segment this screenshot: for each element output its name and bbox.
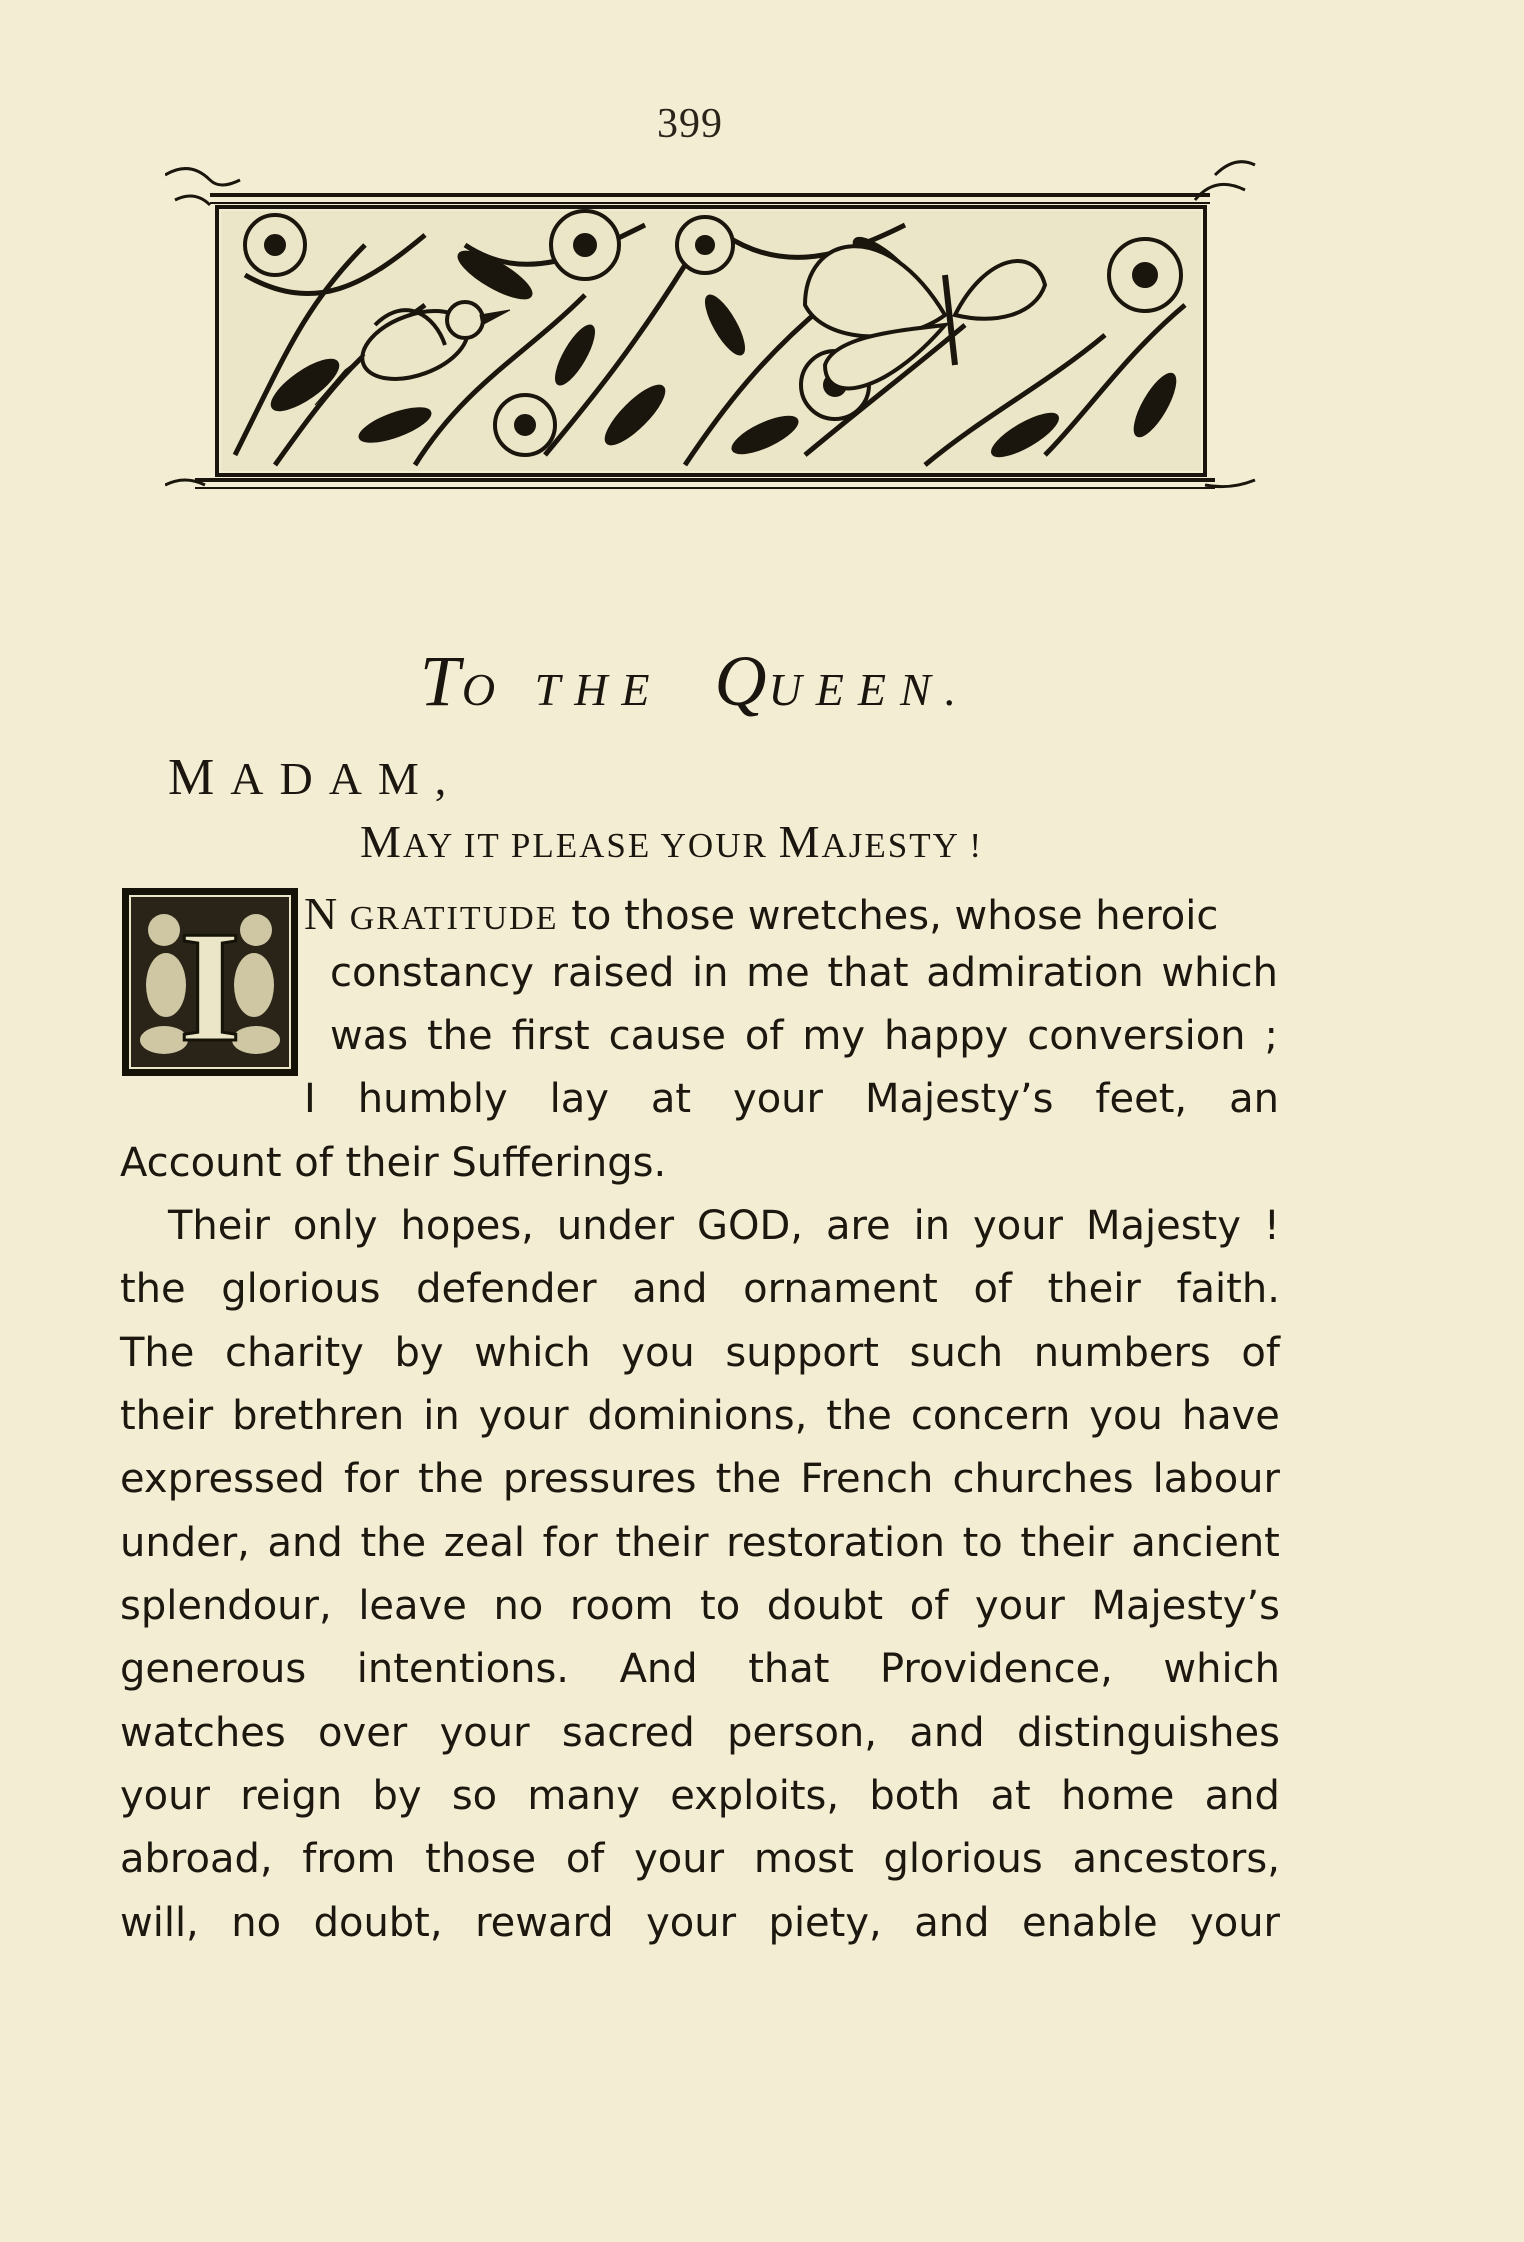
word: by	[372, 1773, 422, 1819]
word: your	[634, 1836, 725, 1882]
word: abroad,	[120, 1836, 273, 1882]
word: expressed	[120, 1456, 325, 1502]
word: both	[869, 1773, 961, 1819]
word: and	[914, 1900, 990, 1946]
word: sacred	[561, 1710, 695, 1756]
word: humbly	[357, 1076, 508, 1122]
word: watches	[120, 1710, 286, 1756]
word: under	[556, 1203, 675, 1249]
word: the	[120, 1266, 186, 1312]
greeting-initial-1: M	[360, 816, 403, 867]
word: of	[1241, 1330, 1280, 1376]
text-line-2	[330, 950, 1278, 996]
word: doubt	[766, 1583, 884, 1629]
word: faith.	[1176, 1266, 1280, 1312]
text-line-4	[304, 1076, 1279, 1122]
word: brethren	[232, 1393, 405, 1439]
word: their	[615, 1520, 709, 1566]
word: for	[343, 1456, 399, 1502]
word: the	[826, 1393, 892, 1439]
word: piety,	[768, 1900, 882, 1946]
text-line-3	[330, 1013, 1278, 1059]
word: glorious	[221, 1266, 381, 1312]
word: over	[318, 1710, 408, 1756]
salutation	[168, 748, 462, 807]
word: the	[715, 1456, 782, 1502]
word: reward	[475, 1900, 614, 1946]
word: of	[909, 1583, 949, 1629]
word: GOD,	[696, 1203, 803, 1249]
word: was	[330, 1013, 409, 1059]
word: which	[1161, 950, 1278, 996]
word: many	[527, 1773, 640, 1819]
word: your	[974, 1583, 1065, 1629]
word: feet,	[1095, 1076, 1188, 1122]
text-line-8	[120, 1330, 1280, 1376]
word: only	[292, 1203, 378, 1249]
title-initial-q: Q	[714, 641, 769, 721]
word: support	[725, 1330, 879, 1376]
word: their	[1020, 1520, 1114, 1566]
word: will,	[120, 1900, 199, 1946]
word: ancestors,	[1072, 1836, 1280, 1882]
word: Providence,	[879, 1646, 1113, 1692]
word: their	[120, 1393, 214, 1439]
page-title	[0, 640, 1390, 723]
text-line-10	[120, 1456, 1280, 1502]
word: person,	[727, 1710, 877, 1756]
word: and	[632, 1266, 708, 1312]
text-line-12	[120, 1583, 1280, 1629]
word: doubt,	[313, 1900, 443, 1946]
word: conversion	[1027, 1013, 1246, 1059]
word: intentions.	[356, 1646, 570, 1692]
salutation-initial: M	[168, 749, 231, 806]
word: your	[478, 1393, 569, 1439]
word: The	[120, 1330, 195, 1376]
word: of	[973, 1266, 1012, 1312]
word: and	[267, 1520, 343, 1566]
word: zeal	[443, 1520, 525, 1566]
word: Majesty’s	[864, 1076, 1054, 1122]
word: by	[394, 1330, 444, 1376]
title-word-two: UEEN.	[768, 664, 971, 715]
word: numbers	[1033, 1330, 1211, 1376]
word: your	[733, 1076, 823, 1122]
text-line-7	[120, 1266, 1280, 1312]
greeting-initial-2: M	[778, 816, 822, 867]
word: room	[569, 1583, 674, 1629]
word: of	[565, 1836, 605, 1882]
text-line-9	[120, 1393, 1280, 1439]
word: the	[418, 1456, 484, 1502]
word: distinguishes	[1016, 1710, 1280, 1756]
word: !	[1263, 1203, 1280, 1249]
greeting-rest-1: AY IT PLEASE YOUR	[402, 826, 768, 865]
text-line-1	[304, 887, 1279, 940]
text-line-17	[120, 1900, 1280, 1946]
word: have	[1181, 1393, 1280, 1439]
word: ancient	[1131, 1520, 1280, 1566]
text-line-14	[120, 1710, 1280, 1756]
word: in	[913, 1203, 951, 1249]
word: churches	[952, 1456, 1134, 1502]
word: cause	[608, 1013, 726, 1059]
word: generous	[120, 1646, 307, 1692]
greeting	[360, 815, 983, 868]
word: your	[646, 1900, 737, 1946]
word: Their	[168, 1203, 270, 1249]
word: charity	[225, 1330, 364, 1376]
word: first	[511, 1013, 590, 1059]
word: of	[744, 1013, 784, 1059]
first-line-initial: N	[304, 888, 340, 939]
text-line-16	[120, 1836, 1280, 1882]
title-word-one: O THE	[461, 664, 664, 715]
word: French	[800, 1456, 934, 1502]
word: you	[1089, 1393, 1163, 1439]
text-line-5	[120, 1140, 720, 1186]
word: most	[753, 1836, 854, 1882]
word: And	[619, 1646, 698, 1692]
word: labour	[1152, 1456, 1280, 1502]
word: you	[621, 1330, 695, 1376]
text-line-13	[120, 1646, 1280, 1692]
first-line-rest: to those wretches, whose heroic	[571, 893, 1219, 939]
word: concern	[910, 1393, 1071, 1439]
word: in	[692, 950, 729, 996]
word: the	[360, 1520, 427, 1566]
word: pressures	[502, 1456, 697, 1502]
floral-headpiece-ornament	[165, 155, 1260, 505]
word: constancy	[330, 950, 534, 996]
word: admiration	[926, 950, 1144, 996]
word: their	[1047, 1266, 1141, 1312]
word: me	[746, 950, 810, 996]
word: I	[304, 1076, 316, 1122]
word: such	[909, 1330, 1004, 1376]
text-line-6	[168, 1203, 1280, 1249]
word: so	[451, 1773, 498, 1819]
word: no	[231, 1900, 282, 1946]
word: ;	[1264, 1013, 1278, 1059]
word: and	[909, 1710, 985, 1756]
title-initial-t: T	[419, 641, 462, 721]
word: hopes,	[400, 1203, 534, 1249]
decorated-dropcap	[122, 888, 298, 1076]
word: enable	[1021, 1900, 1158, 1946]
dropcap-ornament-icon	[124, 890, 296, 1074]
word: your	[439, 1710, 530, 1756]
word: at	[650, 1076, 692, 1122]
word: are	[825, 1203, 891, 1249]
word: and	[1204, 1773, 1280, 1819]
text-line-11	[120, 1520, 1280, 1566]
word: under,	[120, 1520, 250, 1566]
word: your	[973, 1203, 1063, 1249]
word: that	[748, 1646, 830, 1692]
word: which	[1163, 1646, 1280, 1692]
word: glorious	[883, 1836, 1043, 1882]
word: an	[1229, 1076, 1279, 1122]
page-number: 399	[657, 101, 723, 147]
word: no	[493, 1583, 544, 1629]
word: ornament	[743, 1266, 938, 1312]
word: from	[302, 1836, 396, 1882]
word: those	[425, 1836, 537, 1882]
word: that	[827, 950, 909, 996]
word: splendour,	[120, 1583, 332, 1629]
word: your	[120, 1773, 210, 1819]
dropcap-letter: I	[178, 897, 242, 1074]
word: dominions,	[587, 1393, 808, 1439]
word: lay	[549, 1076, 609, 1122]
word: Majesty	[1085, 1203, 1241, 1249]
first-line-smallcaps: GRATITUDE	[349, 900, 559, 937]
word: restoration	[726, 1520, 945, 1566]
word: exploits,	[670, 1773, 840, 1819]
word: which	[474, 1330, 591, 1376]
word: to	[700, 1583, 741, 1629]
greeting-rest-2: AJESTY !	[821, 826, 983, 865]
word: my	[802, 1013, 866, 1059]
word: raised	[551, 950, 675, 996]
word: the	[427, 1013, 493, 1059]
word: leave	[358, 1583, 467, 1629]
word: your	[1190, 1900, 1280, 1946]
word: Majesty’s	[1091, 1583, 1280, 1629]
word: at	[990, 1773, 1031, 1819]
word: home	[1061, 1773, 1175, 1819]
word: happy	[883, 1013, 1009, 1059]
word: defender	[416, 1266, 597, 1312]
text-line-15	[120, 1773, 1280, 1819]
word: reign	[240, 1773, 343, 1819]
salutation-rest: ADAM,	[230, 753, 463, 804]
word: to	[962, 1520, 1003, 1566]
word: in	[423, 1393, 460, 1439]
line-text: Account of their Sufferings.	[120, 1140, 667, 1186]
word: for	[542, 1520, 598, 1566]
